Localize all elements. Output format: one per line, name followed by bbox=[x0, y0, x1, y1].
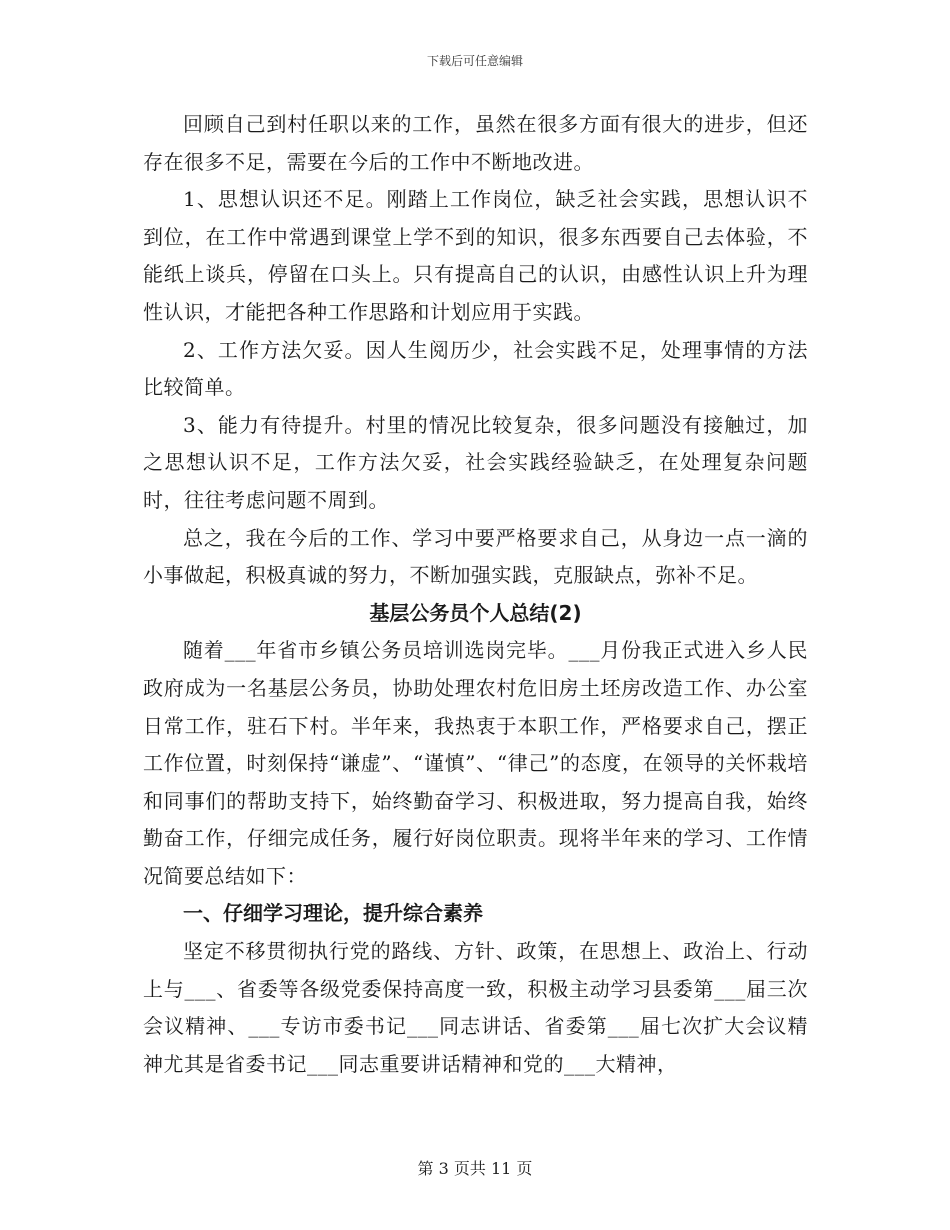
section-intro: 随着___年省市乡镇公务员培训选岗完毕。___月份我正式进入乡人民政府成为一名基层公务员，协助处理农村危旧房土坯房改造工作、办公室日常工作，驻石下村。半年来，我热衷于本职工作，严格要求自己，摆正工作位置，时刻保持“谦虚”、“谨慎”、“律己”的态度，在领导的关怀栽培和同事们的帮助支持下，始终勤奋学习、积极进取，努力提高自我，始终勤奋工作，仔细完成任务，履行好岗位职责。现将半年来的学习、工作情况简要总结如下： bbox=[143, 638, 808, 888]
paragraph: 3、能力有待提升。村里的情况比较复杂，很多问题没有接触过，加之思想认识不足，工作方法欠妥，社会实践经验缺乏，在处理复杂问题时，往往考虑问题不周到。 bbox=[143, 412, 808, 512]
subheading: 一、仔细学习理论，提升综合素养 bbox=[183, 901, 483, 926]
document-body bbox=[143, 106, 808, 1083]
paragraph: 坚定不移贯彻执行党的路线、方针、政策，在思想上、政治上、行动上与___、省委等各级党委保持高度一致，积极主动学习县委第___届三次会议精神、___专访市委书记___同志讲话、省委第___届七次扩大会议精神尤其是省委书记___同志重要讲话精神和党的___大精神， bbox=[143, 939, 808, 1076]
paragraph: 总之，我在今后的工作、学习中要严格要求自己，从身边一点一滴的小事做起，积极真诚的努力，不断加强实践，克服缺点，弥补不足。 bbox=[143, 525, 808, 588]
paragraph: 1、思想认识还不足。刚踏上工作岗位，缺乏社会实践，思想认识不到位，在工作中常遇到课堂上学不到的知识，很多东西要自己去体验，不能纸上谈兵，停留在口头上。只有提高自己的认识，由感性认识上升为理性认识，才能把各种工作思路和计划应用于实践。 bbox=[143, 187, 808, 324]
page-footer: 第 3 页共 11 页 bbox=[417, 1159, 533, 1178]
paragraph: 2、工作方法欠妥。因人生阅历少，社会实践不足，处理事情的方法比较简单。 bbox=[143, 337, 808, 400]
header-note: 下载后可任意编辑 bbox=[426, 54, 523, 68]
paragraph: 回顾自己到村任职以来的工作，虽然在很多方面有很大的进步，但还存在很多不足，需要在今后的工作中不断地改进。 bbox=[143, 112, 808, 174]
section-title: 基层公务员个人总结(2) bbox=[369, 600, 582, 625]
